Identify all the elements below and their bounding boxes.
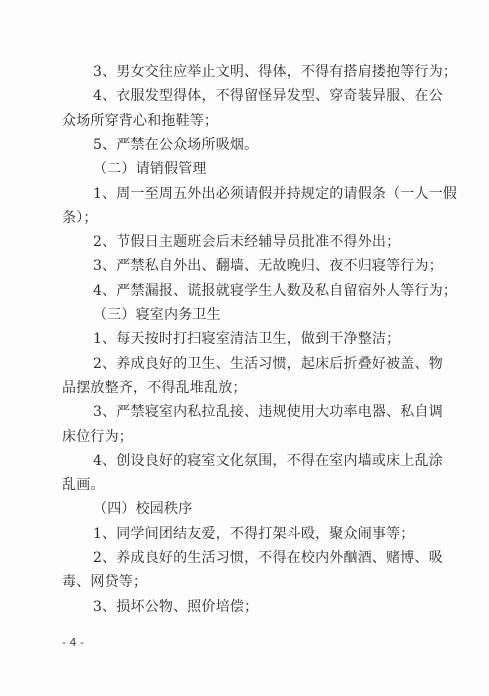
rule-line: 1、周一至周五外出必须请假并持规定的请假条（一人一假 bbox=[93, 185, 458, 202]
rule-line: 1、同学间团结友爱，不得打架斗殴，聚众闹事等； bbox=[93, 525, 415, 542]
page-number: - 4 - bbox=[62, 636, 84, 649]
rule-line: 4、衣服发型得体，不得留怪异发型、穿奇装异服、在公 bbox=[93, 88, 443, 105]
rule-line: 乱画。 bbox=[62, 477, 105, 494]
section-heading: （二）请销假管理 bbox=[93, 161, 207, 178]
rule-line: 3、严禁寝室内私拉乱接、违规使用大功率电器、私自调 bbox=[93, 404, 443, 421]
section-heading: （三）寝室内务卫生 bbox=[93, 307, 221, 323]
rule-line: 5、严禁在公众场所吸烟。 bbox=[93, 136, 259, 153]
rule-line: 1、每天按时打扫寝室清洁卫生，做到干净整洁； bbox=[93, 331, 401, 348]
rule-line: 条）； bbox=[62, 209, 98, 226]
rule-line: 2、养成良好的卫生、生活习惯，起床后折叠好被盖、物 bbox=[93, 355, 443, 372]
rule-line: 2、节假日主题班会后未经辅导员批准不得外出； bbox=[93, 234, 401, 251]
rule-line: 3、损坏公物、照价培偿； bbox=[93, 598, 259, 615]
rule-line: 3、男女交往应举止文明、得体，不得有搭肩搂抱等行为； bbox=[93, 64, 458, 80]
rule-line: 2、养成良好的生活习惯，不得在校内外酗酒、赌博、吸 bbox=[93, 550, 443, 566]
rule-line: 品摆放整齐，不得乱堆乱放； bbox=[62, 379, 247, 396]
rule-line: 4、创设良好的寝室文化氛围，不得在室内墙或床上乱涂 bbox=[93, 452, 443, 469]
rule-line: 床位行为； bbox=[62, 428, 133, 445]
rule-line: 3、严禁私自外出、翻墙、无故晚归、夜不归寝等行为； bbox=[93, 258, 443, 275]
section-heading: （四）校园秩序 bbox=[93, 501, 193, 518]
rule-line: 毒、网贷等； bbox=[62, 574, 148, 591]
rule-line: 4、严禁漏报、谎报就寝学生人数及私自留宿外人等行为； bbox=[93, 282, 458, 299]
rule-line: 众场所穿背心和拖鞋等； bbox=[62, 112, 219, 129]
